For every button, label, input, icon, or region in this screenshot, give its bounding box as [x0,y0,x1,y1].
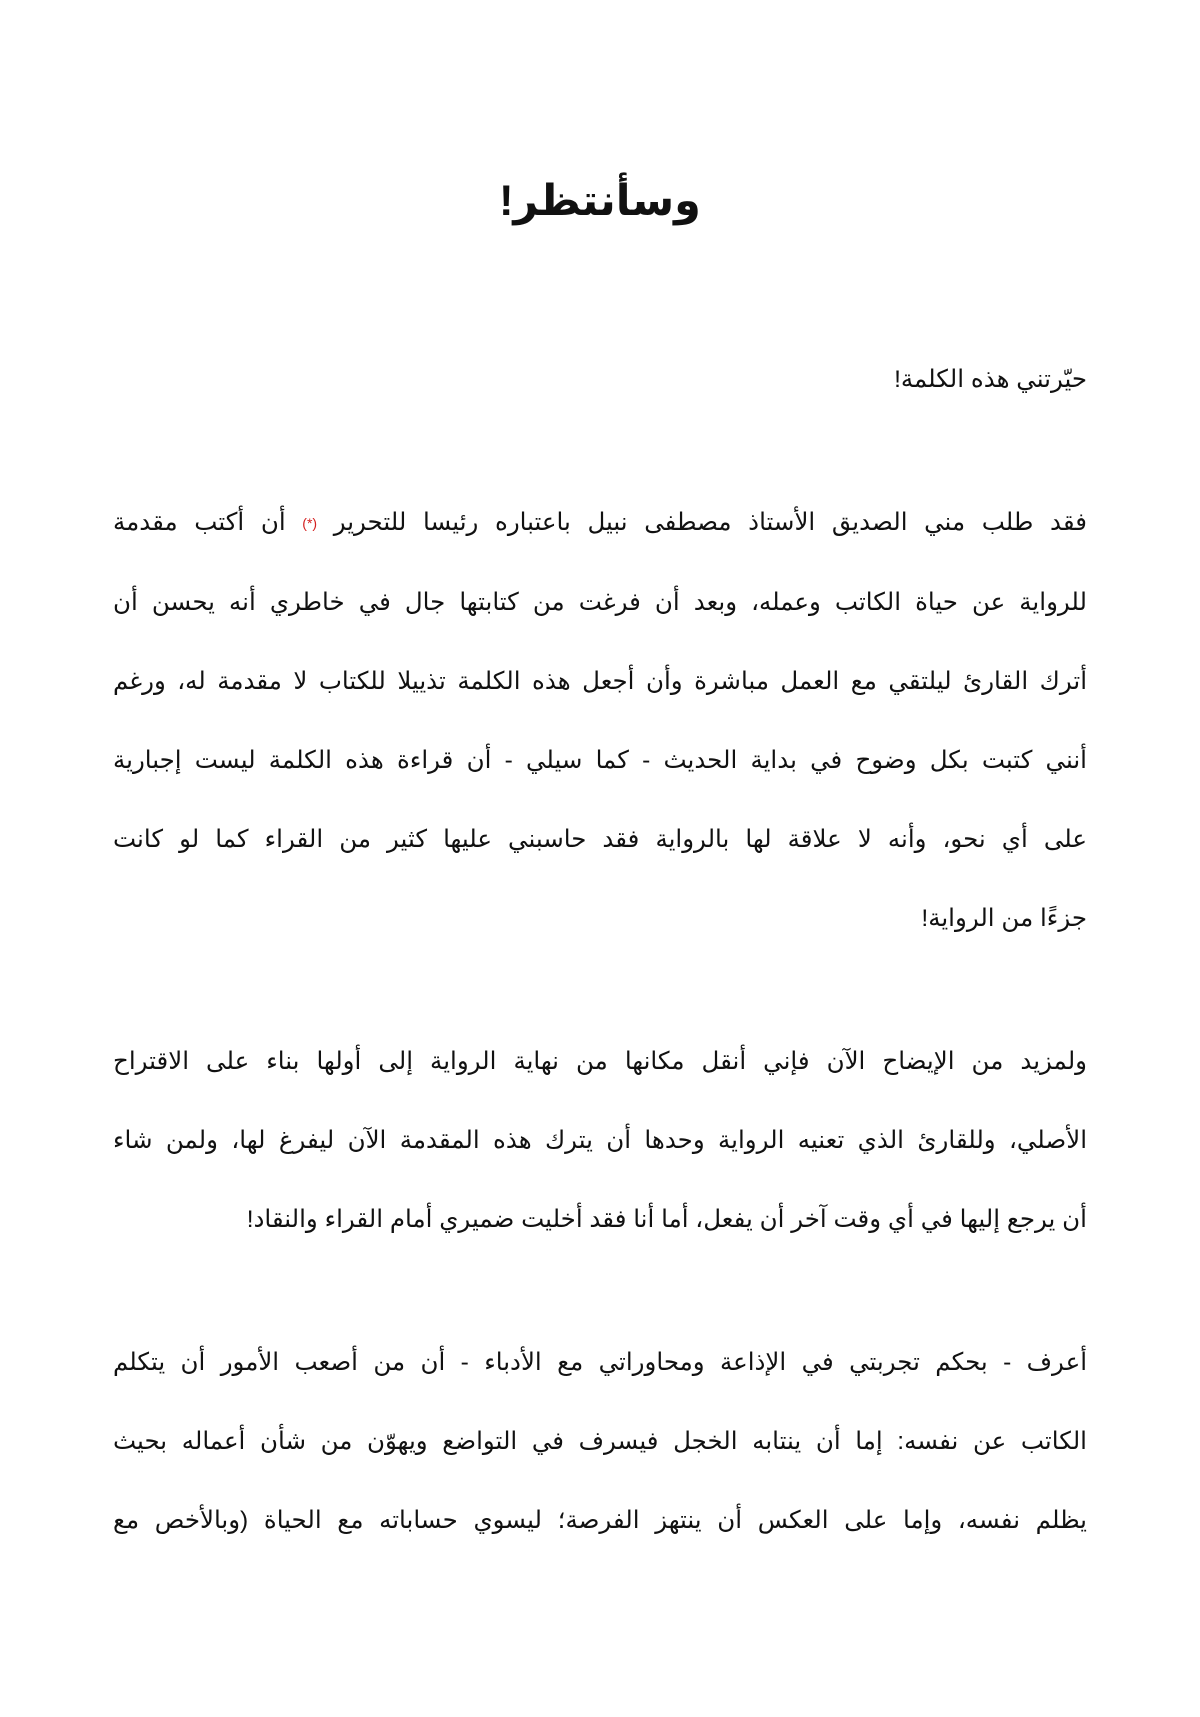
footnote-marker: (*) [302,515,318,531]
text-line: على أي نحو، وأنه لا علاقة لها بالرواية فقد حاسبني عليها كثير من القراء كما لو كانت [113,826,1087,853]
text-line: أترك القارئ ليلتقي مع العمل مباشرة وأن أجعل هذه الكلمة تذييلا للكتاب لا مقدمة له، ورغم [113,668,1087,695]
paragraph [113,483,1087,958]
text-line: الكاتب عن نفسه: إما أن ينتابه الخجل فيسرف في التواضع ويهوّن من شأن أعماله بحيث [113,1428,1087,1455]
text-line: أعرف - بحكم تجربتي في الإذاعة ومحاوراتي مع الأدباء - أن من أصعب الأمور أن يتكلم [113,1349,1087,1376]
page-title: وسأنتظر! [499,177,701,225]
text-line: للرواية عن حياة الكاتب وعمله، وبعد أن فرغت من كتابتها جال في خاطري أنه يحسن أن [113,589,1087,616]
document-body [113,340,1087,1560]
text-line: ولمزيد من الإيضاح الآن فإني أنقل مكانها من نهاية الرواية إلى أولها بناء على الاقتراح [113,1048,1087,1075]
text-line [113,483,1087,563]
text-line: الأصلي، وللقارئ الذي تعنيه الرواية وحدها أن يترك هذه المقدمة الآن ليفرغ لها، ولمن شاء [113,1127,1087,1154]
paragraph [113,340,1087,419]
paragraph [113,1022,1087,1259]
text-segment: أن أكتب مقدمة [113,509,286,536]
paragraph [113,1323,1087,1560]
text-line: جزءًا من الرواية! [921,905,1087,932]
text-line: حيّرتني هذه الكلمة! [894,366,1087,393]
text-line: أنني كتبت بكل وضوح في بداية الحديث - كما سيلي - أن قراءة هذه الكلمة ليست إجبارية [113,747,1087,774]
text-segment: فقد طلب مني الصديق الأستاذ مصطفى نبيل باعتباره رئيسا للتحرير [333,509,1087,536]
text-line: أن يرجع إليها في أي وقت آخر أن يفعل، أما أنا فقد أخليت ضميري أمام القراء والنقاد! [246,1206,1087,1233]
text-line: يظلم نفسه، وإما على العكس أن ينتهز الفرصة؛ ليسوي حساباته مع الحياة (وبالأخص مع [113,1507,1087,1534]
